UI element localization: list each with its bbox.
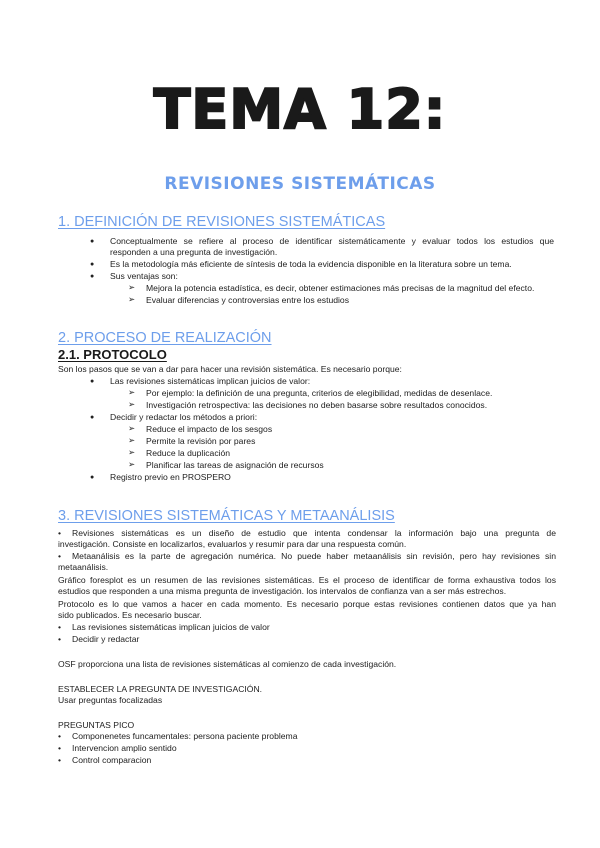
s3-focalizadas: Usar preguntas focalizadas xyxy=(58,695,163,705)
s3-pico-2: Intervencion amplio sentido xyxy=(72,743,177,753)
bullet-icon: ● xyxy=(90,378,95,385)
page-title: TEMA 12: xyxy=(153,78,447,141)
dot-bullet-icon: • xyxy=(58,731,62,741)
s2-sub-1: Por ejemplo: la definición de una pregunta, criterios de elegibilidad, medidas de desenlace. xyxy=(146,388,493,398)
s1-bullet-3: Sus ventajas son: xyxy=(110,271,178,281)
s3-para-2-line-2: metaanálisis. xyxy=(58,562,109,572)
s1-bullet-2: Es la metodología más eficiente de síntesis de toda la evidencia disponible en la literatura sobre un tema. xyxy=(110,259,512,269)
bullet-icon: ● xyxy=(90,238,95,245)
s3-para-1-line-1: Revisiones sistemáticas es un diseño de estudio que intenta condensar la información bajo una pregunta de xyxy=(72,528,556,538)
dot-bullet-icon: • xyxy=(58,743,62,753)
dot-bullet-icon: • xyxy=(58,528,62,538)
s3-dash-1: Las revisiones sistemáticas implican juicios de valor xyxy=(72,622,270,632)
s3-para-3-line-2: estudios que responden a una misma pregunta de investigación. los intervalos de confianza van a ser más estrechos. xyxy=(58,586,507,596)
s3-para-4-line-2: sido publicados. Es necesario buscar. xyxy=(58,610,202,620)
bullet-icon: ● xyxy=(90,261,95,268)
s2-bullet-1: Las revisiones sistemáticas implican juicios de valor: xyxy=(110,376,311,386)
s2-sub-6: Planificar las tareas de asignación de recursos xyxy=(146,460,324,470)
page-subtitle: REVISIONES SISTEMÁTICAS xyxy=(164,174,436,194)
s1-bullet-1-line-2: responden a una pregunta de investigación. xyxy=(110,247,278,257)
bullet-icon: ● xyxy=(90,474,95,481)
s3-osf: OSF proporciona una lista de revisiones sistemáticas al comienzo de cada investigación. xyxy=(58,659,397,669)
bullet-icon: ● xyxy=(90,414,95,421)
s3-para-3-line-1: Gráfico foresplot es un resumen de las revisiones sistemáticas. Es el proceso de identificar de forma exhaustiva todos los xyxy=(58,575,556,585)
dot-bullet-icon: • xyxy=(58,622,62,632)
arrow-bullet-icon: ➢ xyxy=(128,387,136,397)
s3-para-2-line-1: Metaanálisis es la parte de agregación numérica. No puede haber metaanálisis sin revisión, pero hay revisiones sin xyxy=(72,551,556,561)
arrow-bullet-icon: ➢ xyxy=(128,294,136,304)
dot-bullet-icon: • xyxy=(58,634,62,644)
s2-bullet-2: Decidir y redactar los métodos a priori: xyxy=(110,412,258,422)
section-3-heading: 3. REVISIONES SISTEMÁTICAS Y METAANÁLISIS xyxy=(58,508,395,524)
s3-pico-1: Componenetes funcamentales: persona paciente problema xyxy=(72,731,298,741)
section-1-heading: 1. DEFINICIÓN DE REVISIONES SISTEMÁTICAS xyxy=(58,214,386,230)
arrow-bullet-icon: ➢ xyxy=(128,459,136,469)
arrow-bullet-icon: ➢ xyxy=(128,447,136,457)
dot-bullet-icon: • xyxy=(58,755,62,765)
s3-para-1-line-2: investigación. Consiste en localizarlos, evaluarlos y resumir para dar una respuesta común. xyxy=(58,539,407,549)
s3-pico-heading: PREGUNTAS PICO xyxy=(58,720,135,730)
arrow-bullet-icon: ➢ xyxy=(128,435,136,445)
bullet-icon: ● xyxy=(90,273,95,280)
s3-dash-2: Decidir y redactar xyxy=(72,634,140,644)
arrow-bullet-icon: ➢ xyxy=(128,282,136,292)
s1-sub-2: Evaluar diferencias y controversias entre los estudios xyxy=(146,295,350,305)
s3-para-4-line-1: Protocolo es lo que vamos a hacer en cada momento. Es necesario porque estas revisiones contienen datos que ya han xyxy=(58,599,556,609)
section-2-heading: 2. PROCESO DE REALIZACIÓN xyxy=(58,330,272,346)
s3-establecer: ESTABLECER LA PREGUNTA DE INVESTIGACIÓN. xyxy=(58,684,263,694)
section-2-1-heading: 2.1. PROTOCOLO xyxy=(58,347,167,362)
s2-bullet-3: Registro previo en PROSPERO xyxy=(110,472,231,482)
s1-bullet-1-line-1: Conceptualmente se refiere al proceso de identificar sistemáticamente y evaluar todos los estudios que xyxy=(110,236,554,246)
dot-bullet-icon: • xyxy=(58,551,62,561)
arrow-bullet-icon: ➢ xyxy=(128,399,136,409)
arrow-bullet-icon: ➢ xyxy=(128,423,136,433)
s2-sub-2: Investigación retrospectiva: las decisiones no deben basarse sobre resultados conocidos. xyxy=(146,400,488,410)
s2-intro: Son los pasos que se van a dar para hacer una revisión sistemática. Es necesario porque: xyxy=(58,364,402,374)
s2-sub-3: Reduce el impacto de los sesgos xyxy=(146,424,273,434)
s2-sub-5: Reduce la duplicación xyxy=(146,448,231,458)
s1-sub-1: Mejora la potencia estadística, es decir, obtener estimaciones más precisas de la magnitud del efecto. xyxy=(146,283,535,293)
s2-sub-4: Permite la revisión por pares xyxy=(146,436,256,446)
s3-pico-3: Control comparacion xyxy=(72,755,152,765)
